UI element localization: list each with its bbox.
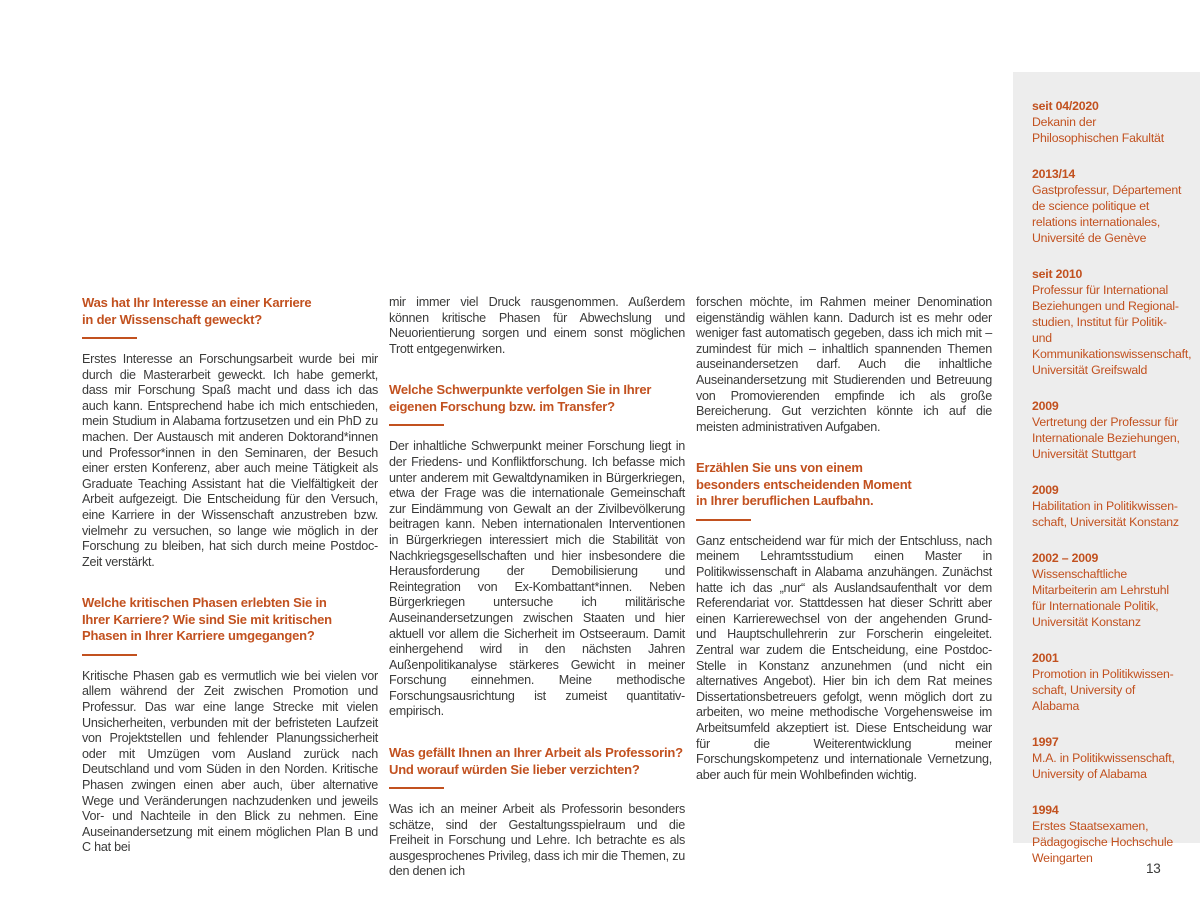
cv-entry-line: Habilitation in Politikwissen- (1032, 499, 1178, 513)
cv-entry-date: 2009 (1032, 399, 1059, 413)
cv-entry-line: relations internationales, (1032, 215, 1161, 229)
cv-entry-line: University of Alabama (1032, 767, 1147, 781)
cv-entry-line: schaft, University of Alabama (1032, 683, 1136, 713)
cv-entry-date: 2009 (1032, 483, 1059, 497)
interview-question: Welche Schwerpunkte verfolgen Sie in Ihrer eigenen Forschung bzw. im Transfer? (389, 382, 652, 414)
cv-entry-date: 2013/14 (1032, 167, 1076, 181)
cv-entry (1032, 398, 1184, 462)
text-column-2 (389, 295, 685, 880)
text-column-3 (696, 295, 992, 783)
cv-entry-line: Dekanin der (1032, 115, 1097, 129)
cv-entry-line: Gastprofessur, Département (1032, 183, 1182, 197)
cv-entry-date: 2001 (1032, 651, 1059, 665)
cv-entry-line: Erstes Staatsexamen, (1032, 819, 1149, 833)
cv-entry-line: Universität Greifswald (1032, 363, 1148, 377)
cv-entry-line: Internationale Beziehungen, (1032, 431, 1180, 445)
interview-text-area (82, 295, 992, 880)
interview-question: Was gefällt Ihnen an Ihrer Arbeit als Professorin? Und worauf würden Sie lieber verzichten? (389, 745, 683, 777)
cv-entry (1032, 802, 1184, 866)
cv-entry-line: Promotion in Politikwissen- (1032, 667, 1174, 681)
cv-entry-line: Pädagogische Hochschule (1032, 835, 1174, 849)
cv-entry-date: seit 04/2020 (1032, 99, 1099, 113)
cv-entry (1032, 734, 1184, 782)
cv-entry-line: Professur für International (1032, 283, 1169, 297)
interview-answer: Der inhaltliche Schwerpunkt meiner Forschung liegt in der Friedens- und Konfliktforschung. Ich befasse mich unter anderem mit Gewaltdynamiken in Bürgerkriegen, etwa der Frage was die internationale Gemeinschaft zur Eindämmung von Gewalt an der Zivilbevölkerung beitragen kann. Neben internationalen Interventionen in Bürgerkriegen interessiert mich die Stabilität von Nachkriegsgesellschaften und hier insbesondere die Herausforderung der Demobilisierung und Reintegration von Ex-Kombattant*innen. Neben Bürgerkriegen untersuche ich militärische Auseinandersetzungen zwischen Staaten und hier aktuell vor allem die Sicherheit im Ostseeraum. Damit einhergehend wird in den nächsten Jahren Außenpolitikanalyse stärkeres Gewicht in meiner Forschung einnehmen. Meine methodische Forschungsausrichtung ist zumeist quantitativ-empirisch. (389, 439, 685, 719)
interview-answer: Erstes Interesse an Forschungsarbeit wurde bei mir durch die Masterarbeit geweckt. Ich habe gemerkt, dass mir Forschung Spaß macht und dass ich das auch kann. Entsprechend habe ich mich entschieden, mein Studium in Alabama fortzusetzen und ein PhD zu machen. Der Austausch mit anderen Doktorand*innen und Professor*innen in den Seminaren, der Besuch einer ersten Konferenz, aber auch meine Tätigkeit als Graduate Teaching Assistant hat die Vielfältigkeit der Arbeit aufgezeigt. Die Entscheidung für den Versuch, eine Karriere in der Wissenschaft anzustreben bzw. vielmehr zu versuchen, so lange wie möglich in der Forschung zu bleiben, hat sich durch meine Postdoc-Zeit verstärkt. (82, 352, 378, 569)
cv-entry-date: seit 2010 (1032, 267, 1083, 281)
cv-timeline-sidebar (1013, 72, 1200, 865)
cv-entry-line: Philosophischen Fakultät (1032, 131, 1164, 145)
cv-entry-line: studien, Institut für Politik- und (1032, 315, 1167, 345)
interview-question: Was hat Ihr Interesse an einer Karriere in der Wissenschaft geweckt? (82, 295, 312, 327)
cv-entry-line: Wissenschaftliche (1032, 567, 1128, 581)
interview-answer: Was ich an meiner Arbeit als Professorin besonders schätze, sind der Gestaltungsspielraum und die Freiheit in Forschung und Lehre. Ich betrachte es als ausgesprochenes Privileg, dass ich mir die Themen, zu den denen ich (389, 802, 685, 879)
cv-entry (1032, 550, 1184, 630)
cv-entry-line: Weingarten (1032, 851, 1093, 865)
interview-answer: Kritische Phasen gab es vermutlich wie bei vielen vor allem während der Zeit zwischen Promotion und Professur. Das war eine lange Strecke mit vielen Unsicherheiten, verbunden mit der befristeten Laufzeit von Projektstellen und fehlender Planungssicherheit oder mit Umzügen vom Ausland zurück nach Deutschland und vom Süden in den Norden. Kritische Phasen zwingen einen aber auch, über alternative Wege und Veränderungen nachzudenken und jeweils Vor- und Nachteile in den Blick zu nehmen. Eine Auseinandersetzung mit einem möglichen Plan B und C hat bei (82, 668, 378, 855)
interview-question: Erzählen Sie uns von einem besonders entscheidenden Moment in Ihrer beruflichen Laufbahn. (696, 460, 912, 509)
interview-answer: mir immer viel Druck rausgenommen. Außerdem können kritische Phasen für Abwechslung und Neuorientierung sorgen und einem sonst möglichen Trott entgegenwirken. (389, 295, 685, 356)
cv-entry-line: Universität Konstanz (1032, 615, 1141, 629)
cv-entry-line: Kommunikationswissenschaft, (1032, 347, 1192, 361)
interview-answer: forschen möchte, im Rahmen meiner Denomination eigenständig wählen kann. Dadurch ist es mehr oder weniger fast automatisch gegeben, dass ich mich mit – zumindest für mich – inhaltlich spannenden Themen auseinandersetzen darf. Auch die inhaltliche Auseinandersetzung mit Studierenden und Betreuung von Promovierenden empfinde ich als große Bereicherung. Gut verzichten könnte ich auf die meisten administrativen Aufgaben. (696, 295, 992, 434)
question-divider-rule (389, 424, 444, 426)
cv-entry-date: 1997 (1032, 735, 1059, 749)
cv-entry-line: de science politique et (1032, 199, 1150, 213)
cv-entry-line: Vertretung der Professur für (1032, 415, 1179, 429)
cv-entry (1032, 266, 1192, 378)
cv-entry-line: Beziehungen und Regional- (1032, 299, 1179, 313)
question-divider-rule (82, 654, 137, 656)
cv-entry-date: 2002 – 2009 (1032, 551, 1099, 565)
cv-entry-line: für Internationale Politik, (1032, 599, 1159, 613)
page-number: 13 (1146, 861, 1161, 876)
cv-entry (1032, 650, 1184, 714)
cv-entry-line: M.A. in Politikwissenschaft, (1032, 751, 1175, 765)
question-divider-rule (82, 337, 137, 339)
interview-answer: Ganz entscheidend war für mich der Entschluss, nach meinem Lehramtsstudium einen Master in Politikwissenschaft in Alabama anzuhängen. Zunächst hatte ich das „nur“ als Auslandsaufenthalt vor dem Referendariat vor. Stattdessen hat dieser Schritt aber einen Karrierewechsel von der angehenden Grund- und Hauptschullehrerin zur Forscherin eingeleitet. Zentral war zudem die Entscheidung, eine Postdoc-Stelle in Konstanz anzunehmen (und nicht ein alternatives Angebot). Hier bin ich dem Rat meines Dissertationsbetreuers gefolgt, wenn möglich dort zu arbeiten, wo meine methodische Vorgehensweise im Arbeitsumfeld akzeptiert ist. Diese Entscheidung war für die Weiterentwicklung meiner Forschungskompetenz und internationale Vernetzung, aber auch für mein Wohlbefinden wichtig. (696, 533, 992, 782)
cv-entry-date: 1994 (1032, 803, 1059, 817)
cv-entry-line: Universität Stuttgart (1032, 447, 1136, 461)
cv-entry (1032, 482, 1184, 530)
cv-entry-line: schaft, Universität Konstanz (1032, 515, 1179, 529)
cv-entry-line: Mitarbeiterin am Lehrstuhl (1032, 583, 1169, 597)
cv-entry (1032, 98, 1184, 146)
interview-question: Welche kritischen Phasen erlebten Sie in Ihrer Karriere? Wie sind Sie mit kritischen Phasen in Ihrer Karriere umgegangen? (82, 595, 332, 644)
text-column-1 (82, 295, 378, 856)
question-divider-rule (389, 787, 444, 789)
cv-entry-line: Université de Genève (1032, 231, 1147, 245)
question-divider-rule (696, 519, 751, 521)
cv-entry (1032, 166, 1184, 246)
